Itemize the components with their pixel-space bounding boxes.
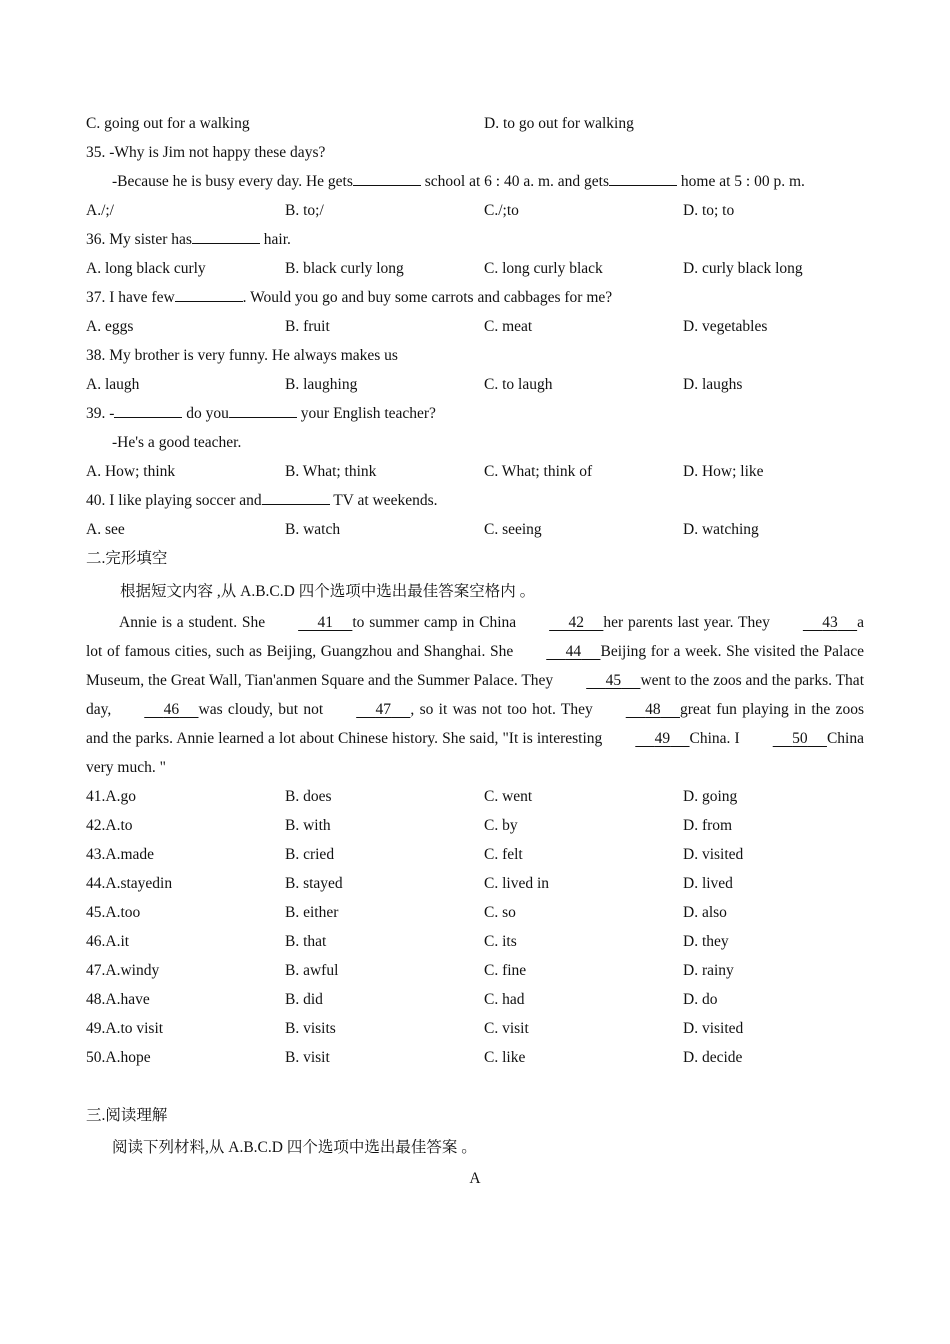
blank-number: 49 <box>654 730 671 747</box>
blank <box>229 417 297 418</box>
passage-text: to summer camp in China <box>352 614 517 631</box>
option-d: D. laughs <box>683 376 743 393</box>
q49-options <box>86 1014 866 1043</box>
option-d: D. visited <box>683 1020 744 1037</box>
blank-number: 41 <box>317 614 333 631</box>
q34-option-d: D. to go out for walking <box>484 115 634 132</box>
option-a: 46.A.it <box>86 933 130 950</box>
option-b: B. watch <box>285 521 341 538</box>
q43-options <box>86 840 866 869</box>
q42-options <box>86 811 866 840</box>
q37-options <box>86 312 866 341</box>
q38-stem: 38. My brother is very funny. He always makes us <box>86 347 398 364</box>
q35-answer-line <box>112 167 892 196</box>
q39-stem <box>86 399 866 428</box>
q41-options <box>86 782 866 811</box>
q39-options <box>86 457 866 486</box>
passage-text: great fun playing in the zoos and the parks. Annie learned a lot about Chinese history. She said, "It is interesting <box>86 701 864 747</box>
cloze-blank <box>513 637 600 666</box>
option-c: C. visit <box>484 1020 529 1037</box>
option-b: B. did <box>285 991 323 1008</box>
option-d: D. they <box>683 933 729 950</box>
q34-option-c: C. going out for a walking <box>86 115 250 132</box>
option-d: D. vegetables <box>683 318 768 335</box>
q40-stem <box>86 486 866 515</box>
option-b: B. stayed <box>285 875 343 892</box>
option-b: B. awful <box>285 962 339 979</box>
option-d: D. rainy <box>683 962 734 979</box>
option-b: B. that <box>285 933 327 950</box>
option-b: B. either <box>285 904 339 921</box>
option-c: C. felt <box>484 846 523 863</box>
q36-stem-part: 36. My sister has <box>86 231 192 248</box>
option-a: A. see <box>86 521 125 538</box>
option-d: D. lived <box>683 875 733 892</box>
q38-options <box>86 370 866 399</box>
option-a: 49.A.to visit <box>86 1020 164 1037</box>
passage-text: China very much. " <box>86 730 864 776</box>
cloze-blank <box>602 724 689 753</box>
section3-title: 三.阅读理解 <box>86 1107 168 1124</box>
passage-text: Annie is a student. She <box>119 614 266 631</box>
blank <box>353 185 421 186</box>
q39-stem-part: 39. - <box>86 405 115 422</box>
option-a: 45.A.too <box>86 904 141 921</box>
option-c: C. long curly black <box>484 260 603 277</box>
passage-text: , so it was not too hot. They <box>410 701 593 718</box>
q39-stem-part: do you <box>186 405 229 422</box>
blank-number: 45 <box>605 672 622 689</box>
q36-stem <box>86 225 866 254</box>
option-a: A. long black curly <box>86 260 206 277</box>
option-d: D. do <box>683 991 718 1008</box>
option-a: 48.A.have <box>86 991 150 1008</box>
option-b: B. cried <box>285 846 335 863</box>
option-c: C. to laugh <box>484 376 553 393</box>
q44-options <box>86 869 866 898</box>
cloze-blank <box>111 695 198 724</box>
passage-text: a lot of famous cities, such as Beijing, Guangzhou and Shanghai. She <box>86 614 864 660</box>
blank <box>609 185 677 186</box>
passage-text: Beijing for a week. She visited the Palace Museum, the Great Wall, Tian'anmen Square and the Summer Palace. They <box>86 643 864 689</box>
q35-stem: 35. -Why is Jim not happy these days? <box>86 144 326 161</box>
cloze-blank <box>265 608 352 637</box>
q45-options <box>86 898 866 927</box>
option-d: D. curly black long <box>683 260 803 277</box>
option-c: C. by <box>484 817 518 834</box>
q34-options <box>86 109 866 138</box>
q46-options <box>86 927 866 956</box>
section3-instruction: 阅读下列材料,从 A.B.C.D 四个选项中选出最佳答案 。 <box>112 1139 477 1156</box>
cloze-blank <box>740 724 827 753</box>
option-a: 50.A.hope <box>86 1049 151 1066</box>
q37-stem-part: . Would you go and buy some carrots and cabbages for me? <box>242 289 613 306</box>
q40-stem-part: TV at weekends. <box>333 492 438 509</box>
option-a: 47.A.windy <box>86 962 160 979</box>
option-b: B. visits <box>285 1020 336 1037</box>
cloze-blank <box>593 695 680 724</box>
cloze-blank <box>516 608 603 637</box>
option-c: C. lived in <box>484 875 550 892</box>
q35-answer-part: home at 5 : 00 p. m. <box>680 173 805 190</box>
option-c: C. meat <box>484 318 533 335</box>
q35-options <box>86 196 866 225</box>
q36-stem-part: hair. <box>263 231 291 248</box>
q37-stem <box>86 283 866 312</box>
option-a: A. eggs <box>86 318 134 335</box>
blank-number: 47 <box>375 701 392 718</box>
option-c: C. What; think of <box>484 463 593 480</box>
q40-options <box>86 515 866 544</box>
option-b: B. black curly long <box>285 260 404 277</box>
section2-instruction: 根据短文内容 ,从 A.B.C.D 四个选项中选出最佳答案空格内 。 <box>120 583 536 600</box>
q40-stem-part: 40. I like playing soccer and <box>86 492 262 509</box>
blank <box>262 504 330 505</box>
option-a: A. How; think <box>86 463 176 480</box>
blank-number: 44 <box>565 643 582 660</box>
option-b: B. with <box>285 817 331 834</box>
option-a: 44.A.stayedin <box>86 875 173 892</box>
passage-label: A <box>469 1170 481 1187</box>
option-b: B. visit <box>285 1049 330 1066</box>
option-d: D. also <box>683 904 727 921</box>
q50-options <box>86 1043 866 1072</box>
passage-text: was cloudy, but not <box>198 701 324 718</box>
cloze-passage <box>86 608 864 782</box>
option-a: 41.A.go <box>86 788 136 805</box>
option-b: B. laughing <box>285 376 358 393</box>
option-c: C. so <box>484 904 516 921</box>
blank <box>114 417 182 418</box>
option-c: C. fine <box>484 962 527 979</box>
option-d: D. How; like <box>683 463 764 480</box>
q39-stem-part: your English teacher? <box>300 405 436 422</box>
blank-number: 43 <box>822 614 838 631</box>
q39-reply: -He's a good teacher. <box>112 434 242 451</box>
option-d: D. watching <box>683 521 759 538</box>
option-c: C. like <box>484 1049 526 1066</box>
option-d: D. going <box>683 788 738 805</box>
cloze-blank <box>323 695 410 724</box>
option-a: A./;/ <box>86 202 114 219</box>
option-c: C. its <box>484 933 517 950</box>
cloze-blank <box>770 608 857 637</box>
option-b: B. fruit <box>285 318 330 335</box>
option-b: B. does <box>285 788 332 805</box>
passage-text: China. I <box>689 730 740 747</box>
option-c: C. had <box>484 991 525 1008</box>
section2-title: 二.完形填空 <box>86 550 168 567</box>
q35-answer-part: -Because he is busy every day. He gets <box>112 173 353 190</box>
passage-text: went to the zoos and the parks. That day, <box>86 672 864 718</box>
blank-number: 48 <box>645 701 661 718</box>
blank-number: 42 <box>568 614 585 631</box>
option-d: D. from <box>683 817 733 834</box>
option-c: C. went <box>484 788 533 805</box>
q35-answer-part: school at 6 : 40 a. m. and gets <box>424 173 610 190</box>
option-d: D. to; to <box>683 202 735 219</box>
option-b: B. to;/ <box>285 202 324 219</box>
option-b: B. What; think <box>285 463 377 480</box>
blank-number: 46 <box>163 701 180 718</box>
cloze-blank <box>553 666 640 695</box>
option-d: D. decide <box>683 1049 743 1066</box>
option-a: 42.A.to <box>86 817 133 834</box>
q48-options <box>86 985 866 1014</box>
q36-options <box>86 254 866 283</box>
option-c: C. seeing <box>484 521 542 538</box>
option-d: D. visited <box>683 846 744 863</box>
q37-stem-part: 37. I have few <box>86 289 175 306</box>
passage-text: her parents last year. They <box>603 614 770 631</box>
q47-options <box>86 956 866 985</box>
option-a: 43.A.made <box>86 846 155 863</box>
blank <box>192 243 260 244</box>
blank <box>175 301 243 302</box>
option-a: A. laugh <box>86 376 140 393</box>
blank-number: 50 <box>792 730 808 747</box>
option-c: C./;to <box>484 202 519 219</box>
